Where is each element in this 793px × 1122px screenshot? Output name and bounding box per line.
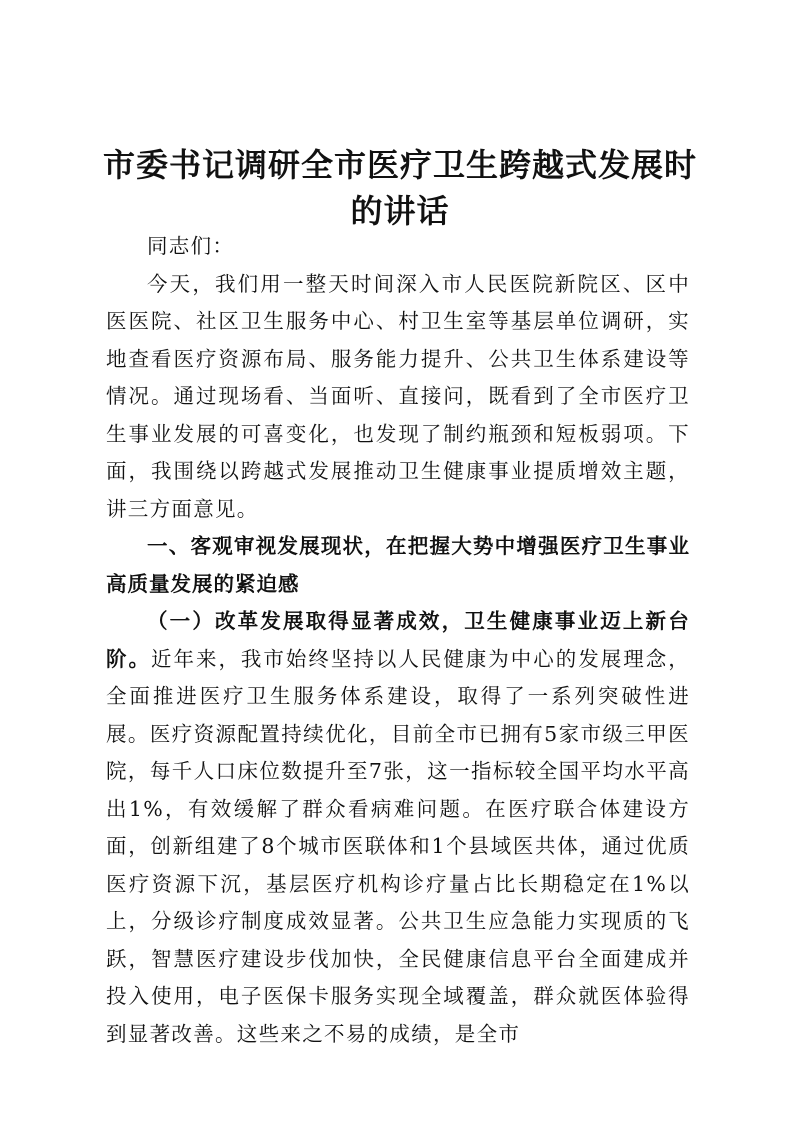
document-title: 市委书记调研全市医疗卫生跨越式发展时的讲话	[102, 146, 697, 230]
subsection-paragraph	[106, 603, 690, 1053]
subsection-lead: （一）改革发展取得显著成效，卫生健康事业迈上新台阶。	[106, 609, 690, 671]
section-heading: 一、客观审视发展现状，在把握大势中增强医疗卫生事业高质量发展的紧迫感	[106, 534, 690, 596]
document-body	[106, 228, 690, 1053]
intro-paragraph: 今天，我们用一整天时间深入市人民医院新院区、区中医医院、社区卫生服务中心、村卫生室等基层单位调研，实地查看医疗资源布局、服务能力提升、公共卫生体系建设等情况。通过现场看、当面听、直接问，既看到了全市医疗卫生事业发展的可喜变化，也发现了制约瓶颈和短板弱项。下面，我围绕以跨越式发展推动卫生健康事业提质增效主题，讲三方面意见。	[106, 271, 690, 521]
salutation: 同志们：	[147, 234, 235, 258]
subsection-body: 近年来，我市始终坚持以人民健康为中心的发展理念，全面推进医疗卫生服务体系建设，取得了一系列突破性进展。医疗资源配置持续优化，目前全市已拥有5家市级三甲医院，每千人口床位数提升至7张，这一指标较全国平均水平高出1%，有效缓解了群众看病难问题。在医疗联合体建设方面，创新组建了8个城市医联体和1个县域医共体，通过优质医疗资源下沉，基层医疗机构诊疗量占比长期稳定在1%以上，分级诊疗制度成效显著。公共卫生应急能力实现质的飞跃，智慧医疗建设步伐加快，全民健康信息平台全面建成并投入使用，电子医保卡服务实现全域覆盖，群众就医体验得到显著改善。这些来之不易的成绩，是全市	[106, 646, 690, 1046]
